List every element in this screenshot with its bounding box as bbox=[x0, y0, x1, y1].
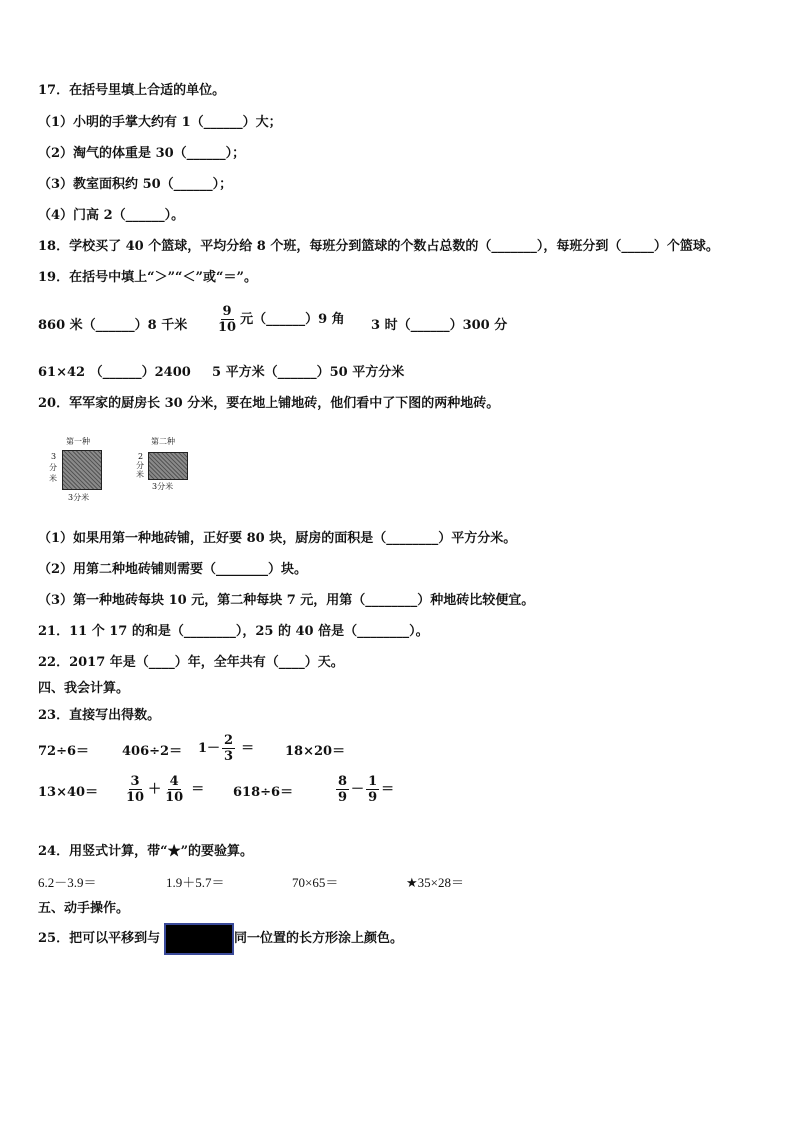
q23-r2-2-op: ＋ bbox=[148, 782, 162, 797]
q24-item-2: 1.9＋5.7＝ bbox=[166, 875, 225, 890]
q23-r2-4 bbox=[334, 774, 394, 805]
q22-text: 22．2017 年是（____）年，全年共有（____）天。 bbox=[38, 655, 344, 670]
q23-r1-3-eq: ＝ bbox=[241, 741, 255, 756]
fraction-denominator: 9 bbox=[368, 790, 378, 805]
fraction-numerator: 2 bbox=[224, 733, 234, 748]
tile-2-side-bot: 米 bbox=[136, 470, 144, 479]
q19-r2-a: 61×42 （______）2400 bbox=[38, 365, 191, 380]
q17-item-2: （2）淘气的体重是 30（______）； bbox=[38, 146, 246, 161]
fraction-denominator: 10 bbox=[126, 790, 145, 805]
q19-r1-c: 3 时（______）300 分 bbox=[371, 318, 508, 333]
q23-r2-4-op: － bbox=[351, 782, 365, 797]
tile-1-bottom: 3分米 bbox=[68, 493, 90, 502]
fraction-denominator: 3 bbox=[224, 749, 234, 764]
section-five-heading: 五、动手操作。 bbox=[38, 901, 130, 916]
q23-r2-1: 13×40＝ bbox=[38, 785, 99, 800]
q19-r1-b bbox=[214, 304, 345, 335]
fraction-numerator: 3 bbox=[130, 774, 140, 789]
tile-1-side-top: 3 bbox=[51, 452, 57, 461]
tile-figure-1 bbox=[48, 436, 108, 504]
q23-r1-1: 72÷6＝ bbox=[38, 744, 90, 759]
q20-title: 20．军军家的厨房长 30 分米，要在地上铺地砖，他们看中了下图的两种地砖。 bbox=[38, 396, 500, 411]
q19-r1-b-text: 元（______）9 角 bbox=[240, 312, 345, 327]
reference-rectangle bbox=[164, 923, 234, 955]
fraction bbox=[124, 774, 146, 805]
q23-r2-4-eq: ＝ bbox=[381, 782, 395, 797]
fraction bbox=[163, 774, 185, 805]
fraction bbox=[216, 304, 238, 335]
q23-r1-2: 406÷2＝ bbox=[122, 744, 183, 759]
fraction-numerator: 8 bbox=[338, 774, 348, 789]
q24-title: 24．用竖式计算，带“★”的要验算。 bbox=[38, 844, 254, 859]
q20-item-2: （2）用第二种地砖铺则需要（________）块。 bbox=[38, 562, 308, 577]
q17-item-4: （4）门高 2（______）。 bbox=[38, 208, 185, 223]
q18-text: 18．学校买了 40 个篮球，平均分给 8 个班，每班分到篮球的个数占总数的（_______），每班分到（_____）个篮球。 bbox=[38, 239, 719, 254]
q23-r2-2 bbox=[122, 774, 204, 805]
fraction bbox=[222, 733, 235, 764]
fraction bbox=[336, 774, 349, 805]
q23-r1-4: 18×20＝ bbox=[285, 744, 346, 759]
tile-figure-2 bbox=[135, 436, 195, 504]
q23-r2-2-eq: ＝ bbox=[191, 782, 205, 797]
q23-r1-3-pre: 1－ bbox=[198, 741, 221, 756]
fraction bbox=[366, 774, 379, 805]
q23-title: 23．直接写出得数。 bbox=[38, 708, 161, 723]
q24-item-4: ★35×28＝ bbox=[406, 875, 464, 890]
tile-1-side-mid: 分 bbox=[49, 463, 57, 472]
tile-2-side-top: 2 bbox=[138, 452, 144, 461]
tile-2-side-mid: 分 bbox=[136, 461, 144, 470]
q23-r1-3 bbox=[198, 733, 254, 764]
fraction-denominator: 10 bbox=[218, 320, 237, 335]
q25-text-before: 25．把可以平移到与 bbox=[38, 931, 161, 946]
fraction-numerator: 9 bbox=[222, 304, 232, 319]
fraction-numerator: 4 bbox=[169, 774, 179, 789]
tile-1-square bbox=[62, 450, 102, 490]
q21-text: 21．11 个 17 的和是（________），25 的 40 倍是（________）。 bbox=[38, 624, 429, 639]
q23-r2-3: 618÷6＝ bbox=[233, 785, 294, 800]
q20-item-3: （3）第一种地砖每块 10 元，第二种每块 7 元，用第（________）种地砖比较便宜。 bbox=[38, 593, 535, 608]
q19-r1-a: 860 米（______）8 千米 bbox=[38, 318, 188, 333]
q24-item-3: 70×65＝ bbox=[292, 875, 339, 890]
q24-item-1: 6.2－3.9＝ bbox=[38, 875, 97, 890]
q20-item-1: （1）如果用第一种地砖铺，正好要 80 块，厨房的面积是（________）平方分米。 bbox=[38, 531, 517, 546]
section-four-heading: 四、我会计算。 bbox=[38, 681, 130, 696]
tile-1-side-bot: 米 bbox=[49, 474, 57, 483]
fraction-numerator: 1 bbox=[368, 774, 378, 789]
q19-title: 19．在括号中填上“＞”“＜”或“＝”。 bbox=[38, 270, 257, 285]
tile-2-label: 第二种 bbox=[151, 437, 175, 446]
q17-item-1: （1）小明的手掌大约有 1（______）大； bbox=[38, 115, 282, 130]
tile-2-rectangle bbox=[148, 452, 188, 480]
tile-1-label: 第一种 bbox=[66, 437, 90, 446]
q19-r2-b: 5 平方米（______）50 平方分米 bbox=[212, 365, 405, 380]
fraction-denominator: 9 bbox=[338, 790, 348, 805]
q25-text-after: 同一位置的长方形涂上颜色。 bbox=[234, 931, 404, 946]
tile-2-bottom: 3分米 bbox=[152, 482, 174, 491]
q17-title: 17．在括号里填上合适的单位。 bbox=[38, 83, 226, 98]
fraction-denominator: 10 bbox=[165, 790, 184, 805]
q17-item-3: （3）教室面积约 50（______）； bbox=[38, 177, 233, 192]
